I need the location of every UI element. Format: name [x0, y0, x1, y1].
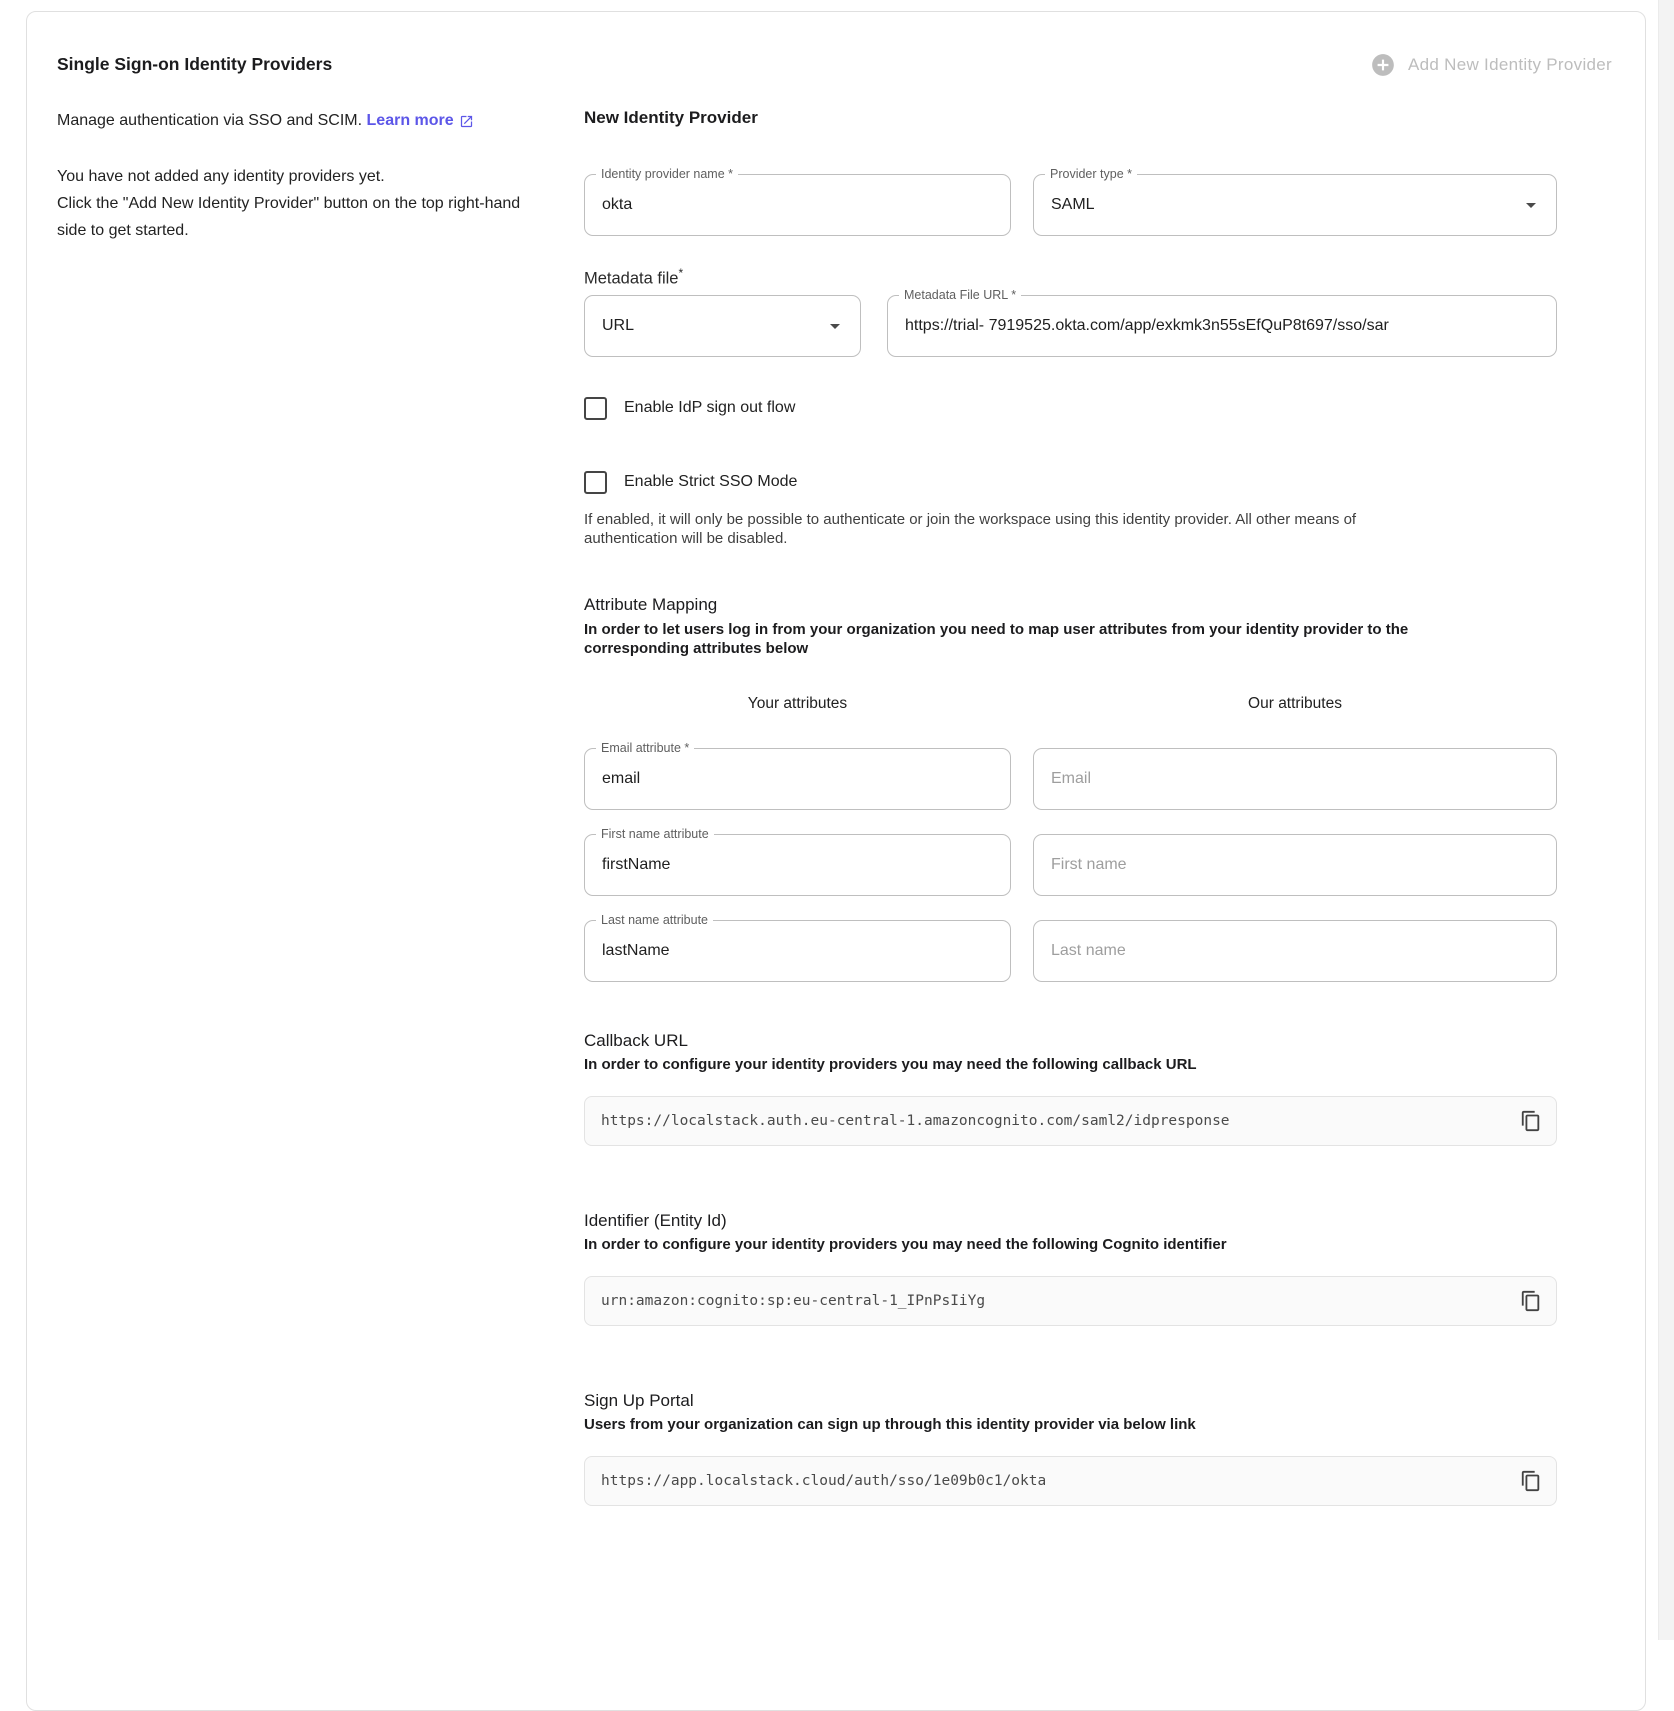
signup-portal-description: Users from your organization can sign up through this identity provider via below link — [584, 1415, 1196, 1433]
idp-name-label: Identity provider name * — [596, 167, 738, 181]
signup-portal-codebox — [584, 1456, 1557, 1506]
email-attribute-field[interactable] — [584, 740, 1011, 810]
idp-name-input[interactable] — [602, 175, 993, 235]
add-button-label: Add New Identity Provider — [1407, 55, 1612, 74]
strict-sso-help-text: If enabled, it will only be possible to authenticate or join the workspace using this identity provider. All other means of authentication will be disabled. — [584, 510, 1357, 547]
first-name-target-field[interactable] — [1033, 834, 1557, 896]
new-identity-provider-form — [584, 108, 1557, 1506]
add-circle-icon — [1370, 52, 1396, 78]
metadata-source-select[interactable] — [584, 295, 861, 357]
email-target-input[interactable] — [1051, 749, 1539, 809]
chevron-down-icon — [823, 314, 847, 338]
external-link-icon — [459, 114, 474, 129]
metadata-file-label: Metadata file* — [584, 266, 684, 288]
signup-portal-value: https://app.localstack.cloud/auth/sso/1e09b0c1/okta — [601, 1472, 1047, 1489]
intro-text: Manage authentication via SSO and SCIM. — [57, 112, 363, 129]
idp-name-field[interactable] — [584, 167, 1011, 236]
last-name-target-input[interactable] — [1051, 921, 1539, 981]
add-new-identity-provider-button[interactable] — [1370, 52, 1612, 78]
last-name-target-field[interactable] — [1033, 920, 1557, 982]
last-name-attribute-label: Last name attribute — [596, 913, 713, 927]
copy-icon — [1520, 1290, 1542, 1312]
first-name-attribute-input[interactable] — [602, 835, 993, 895]
last-name-attribute-field[interactable] — [584, 912, 1011, 982]
page-title: Single Sign-on Identity Providers — [57, 54, 333, 74]
empty-state-line2: Click the "Add New Identity Provider" button on the top right-hand side to get started. — [57, 195, 521, 239]
callback-url-description: In order to configure your identity providers you may need the following callback URL — [584, 1055, 1197, 1073]
last-name-attribute-input[interactable] — [602, 921, 993, 981]
metadata-source-value: URL — [602, 316, 635, 334]
email-target-field[interactable] — [1033, 748, 1557, 810]
metadata-url-input[interactable] — [905, 296, 1539, 356]
idp-signout-checkbox[interactable] — [584, 397, 607, 420]
idp-signout-label: Enable IdP sign out flow — [624, 399, 796, 416]
identifier-value: urn:amazon:cognito:sp:eu-central-1_IPnPsIiYg — [601, 1292, 986, 1309]
strict-sso-label: Enable Strict SSO Mode — [624, 473, 798, 490]
email-attribute-label: Email attribute * — [596, 741, 694, 755]
sidebar-description — [57, 108, 539, 244]
copy-button[interactable] — [1516, 1106, 1546, 1136]
required-asterisk: * — [678, 266, 684, 280]
copy-icon — [1520, 1110, 1542, 1132]
identifier-description: In order to configure your identity providers you may need the following Cognito identifier — [584, 1235, 1227, 1253]
callback-url-heading: Callback URL — [584, 1030, 688, 1050]
sso-settings-card — [26, 11, 1646, 1711]
learn-more-label: Learn more — [366, 112, 454, 129]
callback-url-codebox — [584, 1096, 1557, 1146]
email-attribute-input[interactable] — [602, 749, 993, 809]
first-name-attribute-label: First name attribute — [596, 827, 714, 841]
form-heading: New Identity Provider — [584, 108, 758, 127]
your-attributes-header: Your attributes — [747, 694, 848, 712]
first-name-target-input[interactable] — [1051, 835, 1539, 895]
identifier-codebox — [584, 1276, 1557, 1326]
strict-sso-checkbox[interactable] — [584, 471, 607, 494]
copy-icon — [1520, 1470, 1542, 1492]
callback-url-value: https://localstack.auth.eu-central-1.amazoncognito.com/saml2/idpresponse — [601, 1112, 1230, 1129]
chevron-down-icon — [1519, 193, 1543, 217]
attribute-mapping-heading: Attribute Mapping — [584, 594, 718, 614]
attribute-mapping-description: In order to let users log in from your organization you need to map user attributes from your identity provider to the corresponding attributes below — [584, 620, 1409, 657]
metadata-url-field[interactable] — [887, 287, 1557, 357]
identifier-heading: Identifier (Entity Id) — [584, 1210, 727, 1230]
empty-state-line1: You have not added any identity providers yet. — [57, 168, 385, 185]
signup-portal-heading: Sign Up Portal — [584, 1390, 694, 1410]
first-name-attribute-field[interactable] — [584, 826, 1011, 896]
our-attributes-header: Our attributes — [1248, 694, 1342, 712]
page-scrollbar[interactable] — [1658, 0, 1674, 1640]
learn-more-link[interactable] — [367, 108, 474, 134]
provider-type-label: Provider type * — [1045, 167, 1137, 181]
provider-type-select[interactable] — [1033, 167, 1557, 236]
provider-type-value: SAML — [1051, 196, 1095, 213]
copy-button[interactable] — [1516, 1466, 1546, 1496]
copy-button[interactable] — [1516, 1286, 1546, 1316]
metadata-url-label: Metadata File URL * — [899, 288, 1021, 302]
